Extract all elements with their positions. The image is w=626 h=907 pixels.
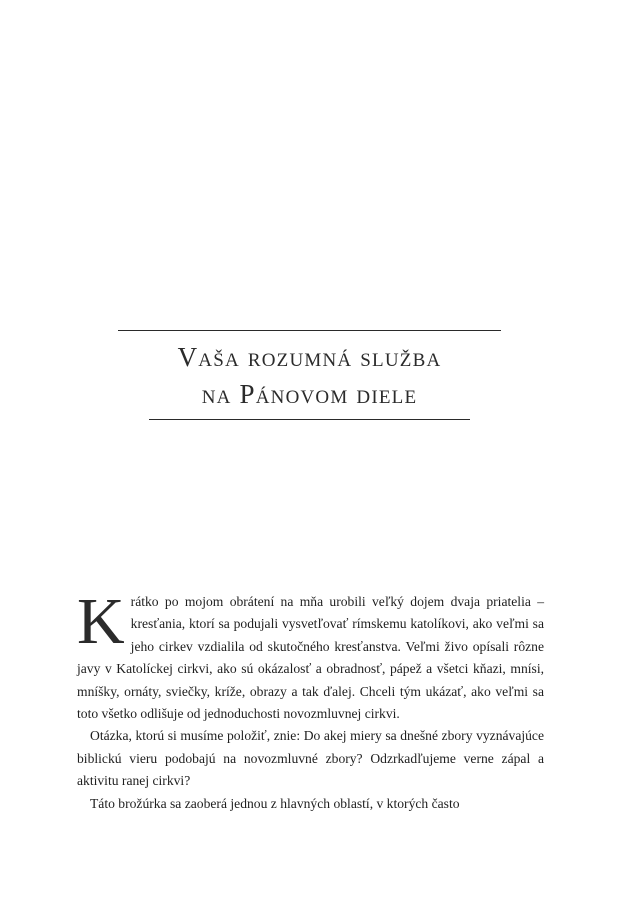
chapter-title-line-1: Vaša rozumná služba [177,342,442,372]
paragraph-2: Otázka, ktorú si musíme položiť, znie: Do akej miery sa dnešné zbory vyznávajúce biblickú vieru podobajú na novozmluvné zbory? Odzrkadľujeme verne zápal a aktivitu ranej cirkvi? [77,728,544,789]
title-rule-bottom [149,419,470,420]
chapter-header [118,330,501,420]
chapter-title-line-2: na Pánovom diele [201,379,418,409]
paragraph-1 [77,585,544,725]
paragraph-1-text: rátko po mojom obrátení na mňa urobili veľký dojem dvaja priatelia – kresťania, ktorí sa podujali vysvetľovať rímskemu katolíkovi, ako veľmi sa jeho cirkev vzdialila od skutočného kresťanstva. Veľmi živo opísali rôzne javy v Katolíckej cirkvi, ako sú okázalosť a obradnosť, pápež a všetci kňazi, mnísi, mníšky, ornáty, sviečky, kríže, obrazy a tak ďalej. Chceli tým ukázať, ako veľmi sa toto všetko odlišuje od jednoduchosti novozmluvnej cirkvi. [77,594,544,722]
body-text [77,585,544,815]
chapter-title [118,331,501,413]
drop-cap: K [77,585,125,658]
paragraph-3: Táto brožúrka sa zaoberá jednou z hlavných oblastí, v ktorých často [90,795,460,811]
